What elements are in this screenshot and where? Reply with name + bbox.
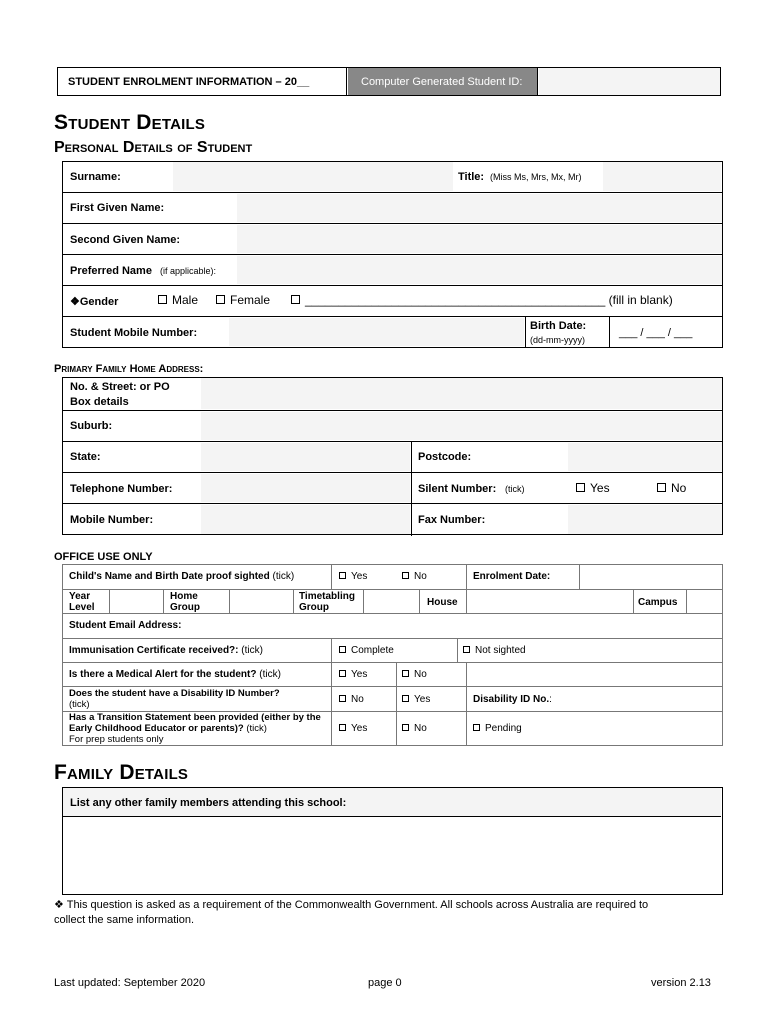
address-table <box>62 377 723 535</box>
col-divider <box>686 589 687 613</box>
col-divider <box>229 589 230 613</box>
title-label: Title: <box>458 171 485 183</box>
col-divider <box>419 589 420 613</box>
enrolment-title-cell <box>58 68 347 95</box>
family-members-box <box>62 787 723 895</box>
preferred-name-hint: (if applicable): <box>160 266 217 276</box>
silent-no-label: No <box>671 481 687 495</box>
col-divider <box>466 565 467 589</box>
medical-alert-hint: (tick) <box>259 669 281 680</box>
checkbox-icon[interactable] <box>339 724 346 731</box>
enrolment-date-label: Enrolment Date: <box>473 571 551 582</box>
row-divider <box>63 686 722 687</box>
col-divider <box>466 589 467 613</box>
immunisation-text: Immunisation Certificate received?: <box>69 645 239 656</box>
col-divider <box>633 589 634 613</box>
title-field[interactable] <box>603 162 721 191</box>
state-field[interactable] <box>201 443 410 471</box>
student-mobile-label: Student Mobile Number: <box>70 327 198 339</box>
proof-yes-option[interactable] <box>339 571 367 582</box>
student-id-label-cell <box>348 68 538 95</box>
gender-male-option[interactable] <box>158 293 198 307</box>
checkbox-icon[interactable] <box>576 483 585 492</box>
fax-number-field[interactable] <box>568 505 722 534</box>
disability-id-text: Disability ID No. <box>473 694 550 705</box>
col-divider <box>109 589 110 613</box>
gender-label: ❖Gender <box>70 296 119 308</box>
silent-yes-label: Yes <box>590 481 610 495</box>
checkbox-icon[interactable] <box>402 724 409 731</box>
checkbox-icon[interactable] <box>339 695 346 702</box>
student-details-heading: Student Details <box>54 111 206 134</box>
gender-blank-hint: (fill in blank) <box>608 293 673 307</box>
proof-no-label: No <box>414 571 427 582</box>
gender-blank[interactable]: _____________________________________________ <box>305 293 606 307</box>
suburb-field[interactable] <box>201 412 722 440</box>
transition-text: Has a Transition Statement been provided (either by the Early Childhood Educator or parents)? <box>69 712 321 734</box>
gender-female-label: Female <box>230 293 271 307</box>
disability-text: Does the student have a Disability ID Number? <box>69 688 280 699</box>
row-divider <box>63 410 722 411</box>
campus-label: Campus <box>638 597 678 608</box>
col-divider <box>466 662 467 746</box>
disability-hint: (tick) <box>69 699 90 710</box>
transition-no-label: No <box>414 723 427 734</box>
birth-date-field[interactable]: ___ / ___ / ___ <box>619 327 693 339</box>
checkbox-icon[interactable] <box>402 670 409 677</box>
version: version 2.13 <box>651 977 711 989</box>
gender-male-label: Male <box>172 293 199 307</box>
col-divider <box>525 317 526 347</box>
silent-yes-option[interactable] <box>576 481 610 495</box>
row-divider <box>63 613 722 614</box>
family-members-field[interactable] <box>63 819 721 893</box>
street-field[interactable] <box>201 378 722 409</box>
enrolment-header <box>57 67 721 96</box>
street-label-line2: Box details <box>70 396 129 408</box>
checkbox-icon[interactable] <box>339 670 346 677</box>
medical-alert-label <box>69 669 281 680</box>
state-label: State: <box>70 451 101 463</box>
disability-yes-label: Yes <box>414 694 431 705</box>
proof-sighted-hint: (tick) <box>272 571 295 582</box>
student-mobile-field[interactable] <box>229 318 524 346</box>
row-divider <box>63 316 722 317</box>
col-divider <box>331 638 332 746</box>
medical-alert-text: Is there a Medical Alert for the student? <box>69 669 257 680</box>
immunisation-label <box>69 645 263 656</box>
medical-no-option[interactable] <box>402 669 427 680</box>
gender-other-option[interactable] <box>291 293 673 307</box>
row-divider <box>63 285 722 286</box>
title-hint: (Miss Ms, Mrs, Mx, Mr) <box>490 172 582 182</box>
family-members-header <box>63 788 721 817</box>
col-divider <box>363 589 364 613</box>
col-divider <box>293 589 294 613</box>
postcode-field[interactable] <box>568 443 722 471</box>
last-updated: Last updated: September 2020 <box>54 977 206 989</box>
immunisation-complete-label: Complete <box>351 645 394 656</box>
checkbox-icon[interactable] <box>402 695 409 702</box>
col-divider <box>411 442 412 536</box>
row-divider <box>63 472 722 473</box>
transition-hint: (tick) <box>246 723 267 734</box>
suburb-label: Suburb: <box>70 420 113 432</box>
student-id-label: Computer Generated Student ID: <box>361 76 523 88</box>
col-divider <box>396 662 397 746</box>
transition-yes-option[interactable] <box>339 723 367 734</box>
preferred-name-field[interactable] <box>237 256 722 284</box>
telephone-label: Telephone Number: <box>70 483 173 495</box>
year-level-label: Year Level <box>69 591 95 613</box>
col-divider <box>163 589 164 613</box>
surname-label: Surname: <box>70 171 121 183</box>
transition-label <box>69 712 331 745</box>
row-divider <box>63 662 722 663</box>
postcode-label: Postcode: <box>418 451 472 463</box>
immunisation-complete-option[interactable] <box>339 645 394 656</box>
row-divider <box>63 638 722 639</box>
family-details-heading: Family Details <box>54 761 189 784</box>
office-use-table <box>62 564 723 746</box>
page-number: page 0 <box>368 977 402 989</box>
col-divider <box>579 565 580 589</box>
medical-yes-label: Yes <box>351 669 368 680</box>
fax-number-label: Fax Number: <box>418 514 486 526</box>
second-name-label: Second Given Name: <box>70 234 181 246</box>
enrolment-title: STUDENT ENROLMENT INFORMATION – 20__ <box>68 76 310 88</box>
medical-yes-option[interactable] <box>339 669 367 680</box>
col-divider <box>457 638 458 662</box>
personal-details-heading: Personal Details of Student <box>54 139 253 156</box>
checkbox-icon[interactable] <box>291 295 300 304</box>
medical-no-label: No <box>414 669 427 680</box>
checkbox-icon[interactable] <box>657 483 666 492</box>
checkbox-icon[interactable] <box>339 572 346 579</box>
col-divider <box>331 565 332 589</box>
student-email-label: Student Email Address: <box>69 620 182 631</box>
col-divider <box>609 317 610 347</box>
gender-female-option[interactable] <box>216 293 270 307</box>
immunisation-hint: (tick) <box>241 645 263 656</box>
surname-field[interactable] <box>173 162 453 191</box>
checkbox-icon[interactable] <box>463 646 470 653</box>
student-id-field[interactable] <box>539 68 720 95</box>
footnote-line2: collect the same information. <box>54 914 195 926</box>
address-heading: Primary Family Home Address: <box>54 363 204 375</box>
birth-date-label: Birth Date: <box>530 320 587 332</box>
proof-no-option[interactable] <box>402 571 427 582</box>
silent-number-hint: (tick) <box>505 484 525 494</box>
birth-date-hint: (dd-mm-yyyy) <box>530 335 585 345</box>
silent-number-label: Silent Number: <box>418 483 497 495</box>
immunisation-not-sighted-label: Not sighted <box>475 645 526 656</box>
home-group-label: Home Group <box>170 591 200 613</box>
office-use-heading: OFFICE USE ONLY <box>54 551 153 563</box>
first-name-label: First Given Name: <box>70 202 165 214</box>
proof-sighted-text: Child's Name and Birth Date proof sighted <box>69 571 270 582</box>
street-label-line1: No. & Street: or PO <box>70 381 170 393</box>
family-members-label: List any other family members attending this school: <box>70 797 347 809</box>
disability-no-label: No <box>351 694 364 705</box>
telephone-field[interactable] <box>201 474 410 502</box>
preferred-name-label: Preferred Name <box>70 265 152 277</box>
mobile-number-label: Mobile Number: <box>70 514 154 526</box>
silent-no-option[interactable] <box>657 481 686 495</box>
timetabling-group-label: Timetabling Group <box>299 591 355 613</box>
disability-id-colon: : <box>549 694 552 705</box>
checkbox-icon[interactable] <box>339 646 346 653</box>
checkbox-icon[interactable] <box>473 724 480 731</box>
row-divider <box>63 192 722 193</box>
house-label: House <box>427 597 458 608</box>
first-name-field[interactable] <box>237 194 722 222</box>
transition-pending-option[interactable] <box>473 723 522 734</box>
transition-pending-label: Pending <box>485 723 522 734</box>
row-divider <box>63 223 722 224</box>
checkbox-icon[interactable] <box>402 572 409 579</box>
transition-no-option[interactable] <box>402 723 427 734</box>
checkbox-icon[interactable] <box>216 295 225 304</box>
row-divider <box>63 589 722 590</box>
second-name-field[interactable] <box>237 225 722 253</box>
commonwealth-footnote <box>54 898 648 928</box>
transition-yes-label: Yes <box>351 723 368 734</box>
footnote-line1: ❖ This question is asked as a requirement of the Commonwealth Government. All schools across Australia are required to <box>54 899 649 911</box>
disability-label <box>69 688 325 710</box>
personal-details-table <box>62 161 723 348</box>
row-divider <box>63 441 722 442</box>
mobile-number-field[interactable] <box>201 505 410 534</box>
row-divider <box>63 254 722 255</box>
proof-sighted-label <box>69 571 294 582</box>
disability-yes-option[interactable] <box>402 694 430 705</box>
immunisation-not-sighted-option[interactable] <box>463 645 526 656</box>
disability-id-label <box>473 694 552 705</box>
row-divider <box>63 503 722 504</box>
disability-no-option[interactable] <box>339 694 364 705</box>
proof-yes-label: Yes <box>351 571 368 582</box>
checkbox-icon[interactable] <box>158 295 167 304</box>
transition-note: For prep students only <box>69 734 164 745</box>
